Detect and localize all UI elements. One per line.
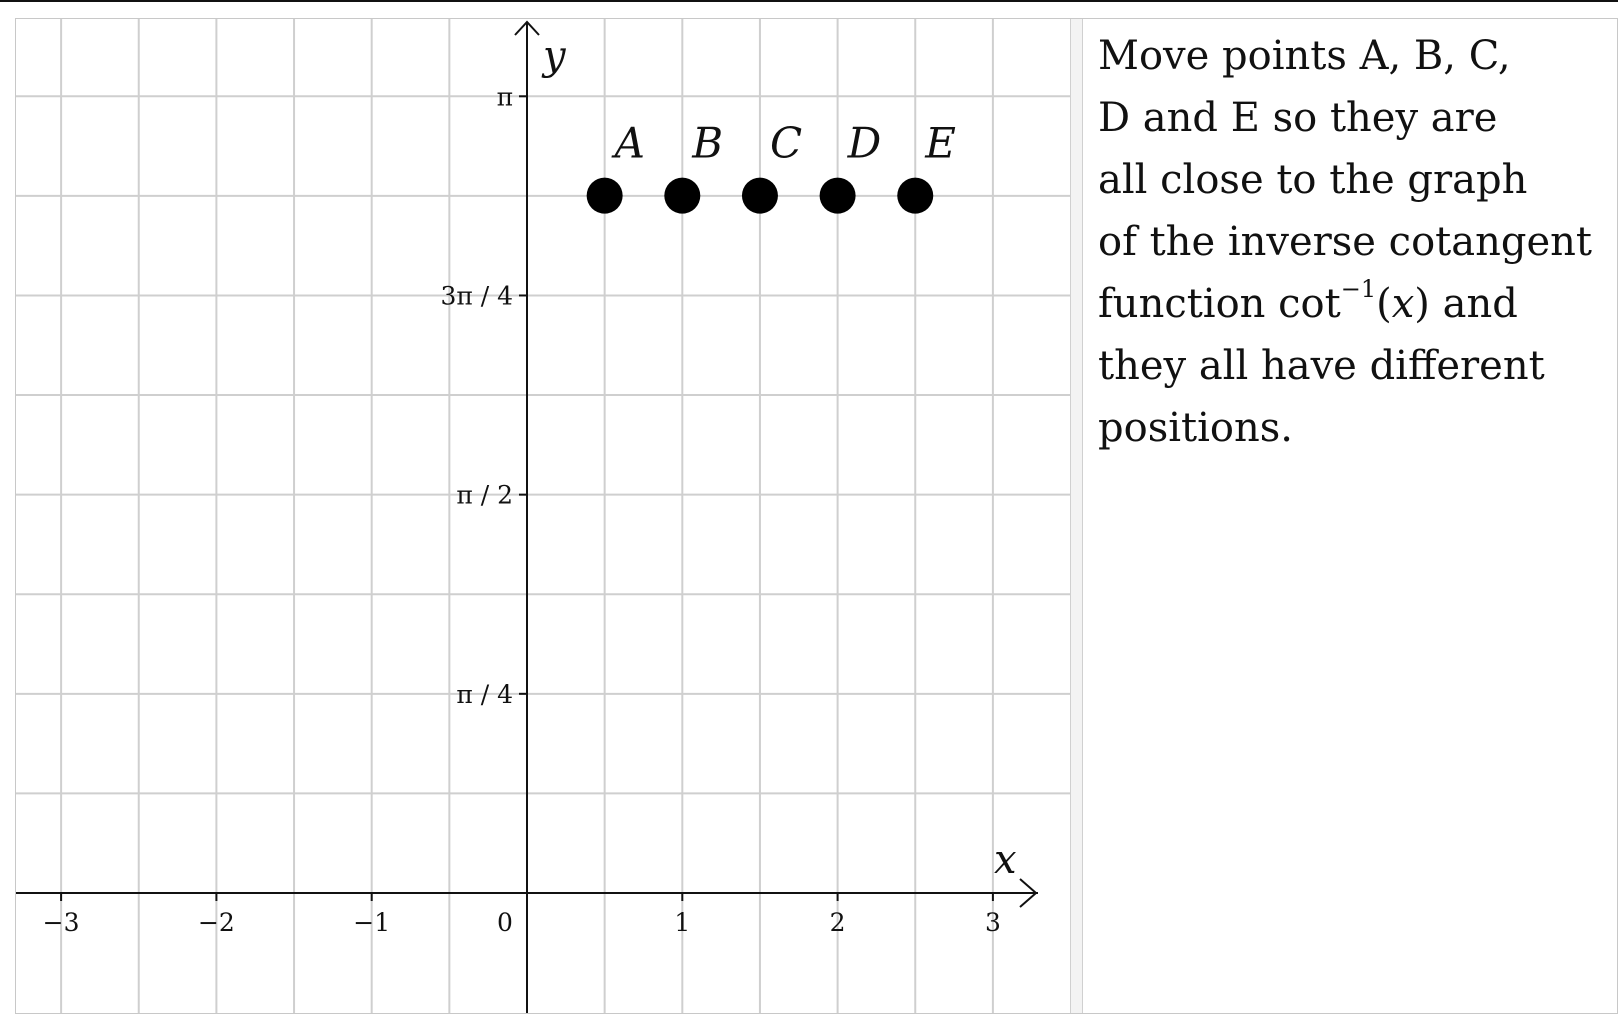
x-tick-label: −2 (197, 908, 235, 937)
top-border (0, 0, 1618, 2)
instructions-panel (1084, 19, 1614, 1013)
instructions-line-6: they all have different (1098, 343, 1545, 389)
instructions-line-5-rest: ) and (1414, 281, 1518, 327)
y-axis-label: y (543, 33, 566, 79)
instructions-text (1098, 25, 1608, 459)
point-label-e: E (925, 118, 956, 168)
x-axis-label: x (994, 837, 1017, 883)
x-tick-label: 1 (674, 908, 691, 937)
instructions-line-2: D and E so they are (1098, 95, 1498, 141)
instructions-line-5-function: function cot (1098, 281, 1341, 327)
instructions-line-7: positions. (1098, 405, 1293, 451)
x-tick-label: −3 (42, 908, 80, 937)
point-b[interactable] (664, 178, 700, 214)
y-tick-label: π / 4 (456, 679, 513, 709)
inverse-exponent: −1 (1340, 274, 1377, 303)
instructions-line-1: Move points A, B, C, (1098, 33, 1511, 79)
y-tick-label: π / 2 (456, 480, 513, 510)
graphics-view[interactable] (16, 19, 1070, 1013)
instructions-line-3: all close to the graph (1098, 157, 1528, 203)
instructions-line-5-paren-open: ( (1376, 281, 1392, 327)
point-label-c: C (769, 118, 803, 168)
point-e[interactable] (897, 178, 933, 214)
point-label-a: A (614, 118, 645, 168)
coordinate-plane[interactable] (16, 19, 1070, 1013)
point-c[interactable] (742, 178, 778, 214)
x-tick-label: 2 (829, 908, 846, 937)
x-tick-label: −1 (353, 908, 391, 937)
instructions-line-5-variable: x (1391, 281, 1415, 327)
x-tick-label: 3 (984, 908, 1001, 937)
point-label-b: B (692, 118, 724, 168)
x-tick-label: 0 (497, 908, 513, 937)
point-a[interactable] (587, 178, 623, 214)
panel-splitter[interactable] (1070, 19, 1083, 1013)
y-tick-label: 3π / 4 (440, 281, 513, 311)
y-tick-label: π (496, 82, 513, 112)
point-d[interactable] (820, 178, 856, 214)
point-label-d: D (847, 118, 882, 168)
instructions-line-4: of the inverse cotangent (1098, 219, 1592, 265)
